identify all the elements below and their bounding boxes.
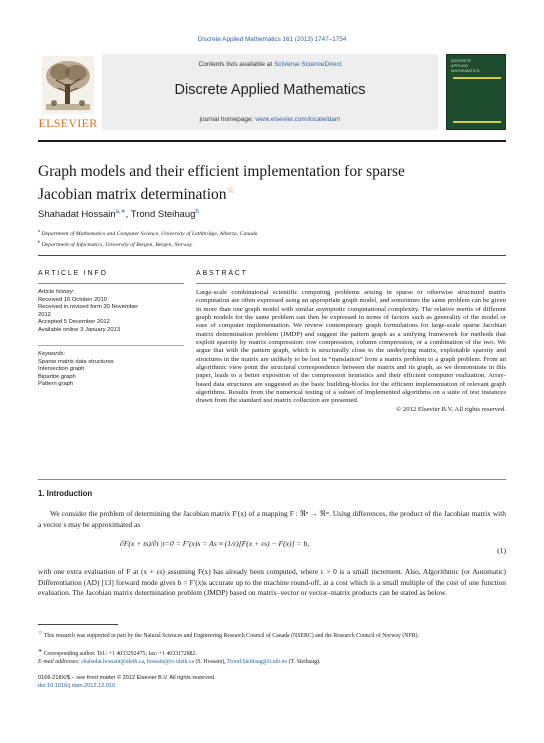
keyword-item: Sparse matrix data structures xyxy=(38,358,114,365)
contents-prefix: Contents lists available at xyxy=(198,61,274,68)
footnote-funding xyxy=(38,630,506,640)
affiliation-a-marker: a xyxy=(38,228,40,233)
email-owner: (S. Hossain), xyxy=(194,659,227,665)
footnote-star-marker: ☆ xyxy=(38,631,43,636)
elsevier-logo xyxy=(38,54,98,130)
author-1-affiliation-marker[interactable]: a,∗ xyxy=(115,209,126,215)
email-label: E-mail addresses: xyxy=(38,659,82,665)
cover-text xyxy=(451,59,480,73)
history-heading: Article history: xyxy=(38,289,75,295)
title-line-1: Graph models and their efficient implementation for sparse xyxy=(38,163,405,180)
author-1: Shahadat Hossain xyxy=(38,209,116,221)
info-divider xyxy=(38,345,184,346)
article-title xyxy=(38,162,478,204)
contents-line xyxy=(102,61,438,68)
keywords xyxy=(38,351,184,389)
journal-title: Discrete Applied Mathematics xyxy=(174,82,366,98)
author-separator: , xyxy=(125,209,131,221)
journal-cover-thumbnail xyxy=(446,54,506,130)
journal-reference[interactable]: Discrete Applied Mathematics 161 (2013) 1747–1754 xyxy=(197,36,347,43)
history-revised-1: Received in revised form 30 November xyxy=(38,304,139,311)
keyword-item: Intersection graph xyxy=(38,366,85,373)
author-2-affiliation-marker[interactable]: b xyxy=(195,209,199,215)
cover-line2: APPLIED xyxy=(451,62,468,68)
affiliation-b-marker: b xyxy=(38,239,41,244)
abstract-bottom-divider xyxy=(38,479,506,480)
abstract-heading: ABSTRACT xyxy=(196,270,248,277)
title-footnote-star[interactable]: ☆ xyxy=(226,185,235,195)
footnote-asterisk-marker: ∗ xyxy=(38,649,43,654)
publisher-name: ELSEVIER xyxy=(38,116,98,130)
sciencedirect-link[interactable]: SciVerse ScienceDirect xyxy=(273,61,342,68)
front-matter-notice xyxy=(38,674,216,690)
journal-header xyxy=(38,54,506,136)
cover-stripe xyxy=(453,77,501,79)
title-line-2 xyxy=(38,181,478,204)
history-online: Available online 3 January 2013 xyxy=(38,326,121,333)
abstract-body xyxy=(196,289,506,414)
affiliation-b-text: Department of Informatics, University of Bergen, Bergen, Norway xyxy=(40,241,193,248)
author-2: Trond Steihaug xyxy=(130,209,196,221)
doi-link[interactable]: doi:10.1016/j.dam.2012.12.010 xyxy=(38,683,116,689)
elsevier-tree-icon xyxy=(42,56,94,114)
keyword-item: Bipartite graph xyxy=(38,373,76,380)
cover-line1: DISCRETE xyxy=(451,58,472,63)
equation-number: (1) xyxy=(497,546,506,555)
email-owner: (T. Steihaug). xyxy=(287,659,321,665)
history-revised-2: 2012 xyxy=(38,311,51,318)
article-info-heading: ARTICLE INFO xyxy=(38,270,108,277)
email-link[interactable]: shahadat.hossain@uleth.ca xyxy=(81,659,144,665)
author-list xyxy=(38,208,199,220)
email-separator: , xyxy=(143,659,147,665)
intro-paragraph-2: with one extra evaluation of F at (x + εs) assuming F(x) has already been computed, where ε > 0 is a small increment. Also, Algorithmic (or Automatic) Differentiation (AD) [13] forward mode gives b = F′(x)s accurate up to the machine round-off, at a cost which is a small multiple of the cost of one function evaluation. The Jacobian matrix determination problem (JMDP) based on matrix–vector or vector–matrix products can be stated as below. xyxy=(38,567,506,598)
masthead-box xyxy=(102,54,438,130)
homepage-line xyxy=(102,116,438,123)
abstract-copyright: © 2012 Elsevier B.V. All rights reserved. xyxy=(396,405,506,413)
email-link[interactable]: Trond.Steihaug@ii.uib.no xyxy=(226,659,288,665)
footnote-corresponding xyxy=(38,648,506,658)
issn-line: 0166-218X/$ – see front matter © 2012 Elsevier B.V. All rights reserved. xyxy=(38,675,216,681)
abstract-rule xyxy=(196,283,506,284)
footnote-funding-text: This research was supported in part by the Natural Sciences and Engineering Research Council of Canada (NSERC) and the Research Council of Norway (NFR). xyxy=(42,632,419,639)
article-history xyxy=(38,289,184,335)
header-divider xyxy=(38,140,506,142)
introduction-heading: 1. Introduction xyxy=(38,489,93,498)
footnote-corresponding-text: Corresponding author. Tel.: +1 4033292475; fax: +1 4033172882. xyxy=(42,650,197,657)
homepage-prefix: journal homepage: xyxy=(199,116,256,123)
equation-body: ∂F(x + ts)/∂t |t=0 = F′(x)s = As ≈ (1/ε)[F(x + εs) − F(x)] = b, xyxy=(120,539,310,548)
cover-line3: MATHEMATICS xyxy=(451,67,480,73)
footnote-emails xyxy=(38,658,506,666)
affiliation-a xyxy=(38,228,258,237)
front-matter-divider xyxy=(38,255,506,256)
history-received: Received 16 October 2010 xyxy=(38,296,107,303)
history-accepted: Accepted 5 December 2012 xyxy=(38,319,110,326)
equation-1 xyxy=(120,537,506,567)
keyword-item: Pattern graph xyxy=(38,381,74,388)
journal-homepage-link[interactable]: www.elsevier.com/locate/dam xyxy=(255,116,341,123)
intro-paragraph-1: We consider the problem of determining the Jacobian matrix F′(x) of a mapping F : ℜⁿ → ℜᵐ. Using differences, the product of the Jacobian matrix with a vector s may be approximated as xyxy=(38,509,506,529)
cover-stripe xyxy=(453,121,501,123)
email-link[interactable]: hossain@cs.uleth.ca xyxy=(146,659,195,665)
article-info-rule xyxy=(38,283,184,284)
title-line-2-text: Jacobian matrix determination xyxy=(38,186,227,204)
abstract-text: Large-scale combinatorial scientific computing problems arising in sparse or otherwise structured matrix computation are often expressed using an appropriate graph model, and sometimes the same problem can be given in more than one graph model with similar asymptotic computational complexity. The relative merits of different graph models for the same problem can then be expressed in terms of factors such as generality of the model or ease of computer implementation. We review contemporary graph formulations for large-scale sparse Jacobian matrix determination problem (JMDP) and suggest the pattern graph as a unifying framework for methods that exploit sparsity by matrix compression: row compression, column compression, or a combination of the two. We argue that with the pattern graph, which is structurally close to the underlying matrix, exploitable sparsity and structures in the matrix are unlikely to be lost in “translation” from a matrix problem to a graph problem. From an algorithmic view point the structural correspondence between the matrix and its graph, as we demonstrate in this paper, leads to a better exposition of the compression heuristics and their efficient computer realization. Array-based data structures are suggested as the basic building-blocks for the efficient implementation of relevant graph algorithms. Results from the numerical testing of a subset of implemented algorithms on a suite of test instances drawn from the standard test matrix collection are presented. xyxy=(196,289,506,405)
footnote-divider xyxy=(38,624,118,625)
affiliation-b xyxy=(38,239,192,248)
keywords-heading: Keywords: xyxy=(38,351,66,357)
affiliation-a-text: Department of Mathematics and Computer Science, University of Lethbridge, Alberta, Canada xyxy=(40,230,258,237)
